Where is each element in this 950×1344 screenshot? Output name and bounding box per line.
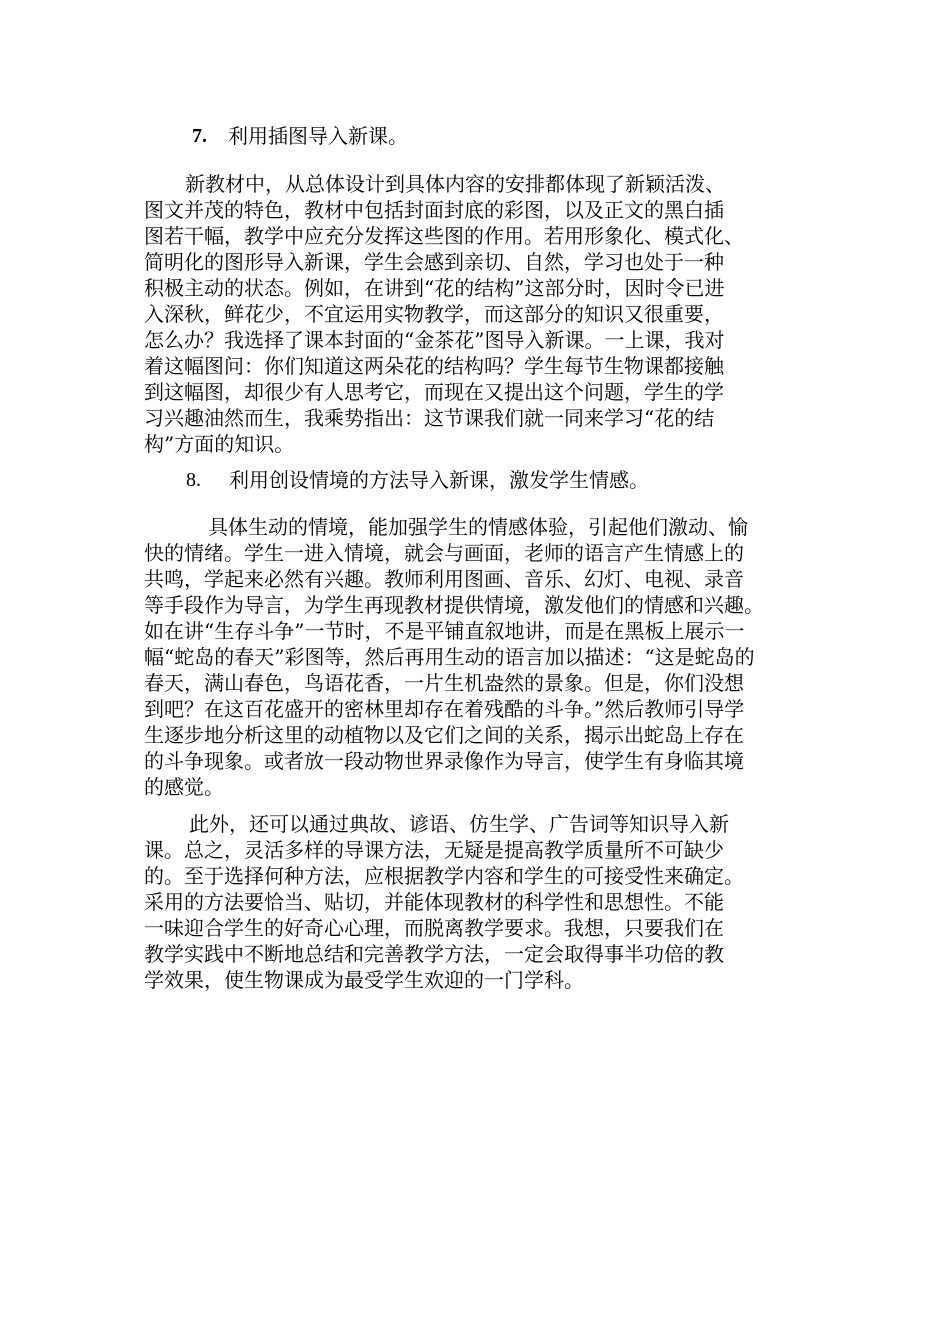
paragraph-line: 具体生动的情境，能加强学生的情感体验，引起他们激动、愉	[208, 515, 748, 539]
paragraph-line: 等手段作为导言，为学生再现教材提供情境，激发他们的情感和兴趣。	[144, 593, 764, 617]
paragraph-line: 幅“蛇岛的春天”彩图等，然后再用生动的语言加以描述：“这是蛇岛的	[144, 645, 755, 669]
paragraph-line: 图文并茂的特色，教材中包括封面封底的彩图，以及正文的黑白插	[144, 198, 724, 222]
paragraph-line: 着这幅图问：你们知道这两朵花的结构吗？学生每节生物课都接触	[144, 354, 724, 378]
paragraph-line: 共鸣，学起来必然有兴趣。教师利用图画、音乐、幻灯、电视、录音	[144, 567, 744, 591]
closing-paragraph	[144, 811, 834, 993]
paragraph-line: 采用的方法要恰当、贴切，并能体现教材的科学性和思想性。不能	[144, 890, 724, 914]
paragraph-line: 教学实践中不断地总结和完善教学方法，一定会取得事半功倍的教	[144, 942, 724, 966]
paragraph-line: 的感觉。	[144, 775, 224, 799]
paragraph-line: 的斗争现象。或者放一段动物世界录像作为导言，使学生有身临其境	[144, 749, 744, 773]
paragraph-line: 图若干幅，教学中应充分发挥这些图的作用。若用形象化、模式化、	[144, 224, 744, 248]
paragraph-line: 一味迎合学生的好奇心心理，而脱离教学要求。我想，只要我们在	[144, 916, 724, 940]
section-8-paragraph	[144, 514, 834, 800]
paragraph-line: 的。至于选择何种方法，应根据教学内容和学生的可接受性来确定。	[144, 864, 744, 888]
paragraph-line: 快的情绪。学生一进入情境，就会与画面，老师的语言产生情感上的	[144, 541, 744, 565]
section-8-number: 8.	[186, 469, 201, 491]
paragraph-line: 如在讲“生存斗争”一节时，不是平铺直叙地讲，而是在黑板上展示一	[144, 619, 745, 643]
paragraph-line: 课。总之，灵活多样的导课方法，无疑是提高教学质量所不可缺少	[144, 838, 724, 862]
paragraph-line: 到吧？在这百花盛开的密林里却存在着残酷的斗争。”然后教师引导学	[144, 697, 745, 721]
paragraph-line: 怎么办？我选择了课本封面的“金茶花”图导入新课。一上课，我对	[144, 328, 725, 352]
paragraph-line: 积极主动的状态。例如，在讲到“花的结构”这部分时，因时令已进	[144, 276, 725, 300]
section-7-title: 利用插图导入新课。	[228, 124, 408, 148]
paragraph-line: 到这幅图，却很少有人思考它，而现在又提出这个问题，学生的学	[144, 380, 724, 404]
paragraph-line: 学效果，使生物课成为最受学生欢迎的一门学科。	[144, 968, 584, 992]
paragraph-line: 此外，还可以通过典故、谚语、仿生学、广告词等知识导入新	[189, 812, 729, 836]
paragraph-line: 简明化的图形导入新课，学生会感到亲切、自然，学习也处于一种	[144, 250, 724, 274]
paragraph-line: 入深秋，鲜花少，不宜运用实物教学，而这部分的知识又很重要，	[144, 302, 724, 326]
paragraph-line: 习兴趣油然而生，我乘势指出：这节课我们就一同来学习“花的结	[144, 406, 715, 430]
paragraph-line: 生逐步地分析这里的动植物以及它们之间的关系，揭示出蛇岛上存在	[144, 723, 744, 747]
section-7-number: 7.	[192, 125, 207, 147]
paragraph-line: 春天，满山春色，鸟语花香，一片生机盎然的景象。但是，你们没想	[144, 671, 744, 695]
paragraph-line: 构”方面的知识。	[144, 432, 295, 456]
section-8-title: 利用创设情境的方法导入新课，激发学生情感。	[229, 468, 649, 492]
paragraph-line: 新教材中，从总体设计到具体内容的安排都体现了新颖活泼、	[185, 172, 725, 196]
section-7-paragraph	[144, 171, 834, 457]
